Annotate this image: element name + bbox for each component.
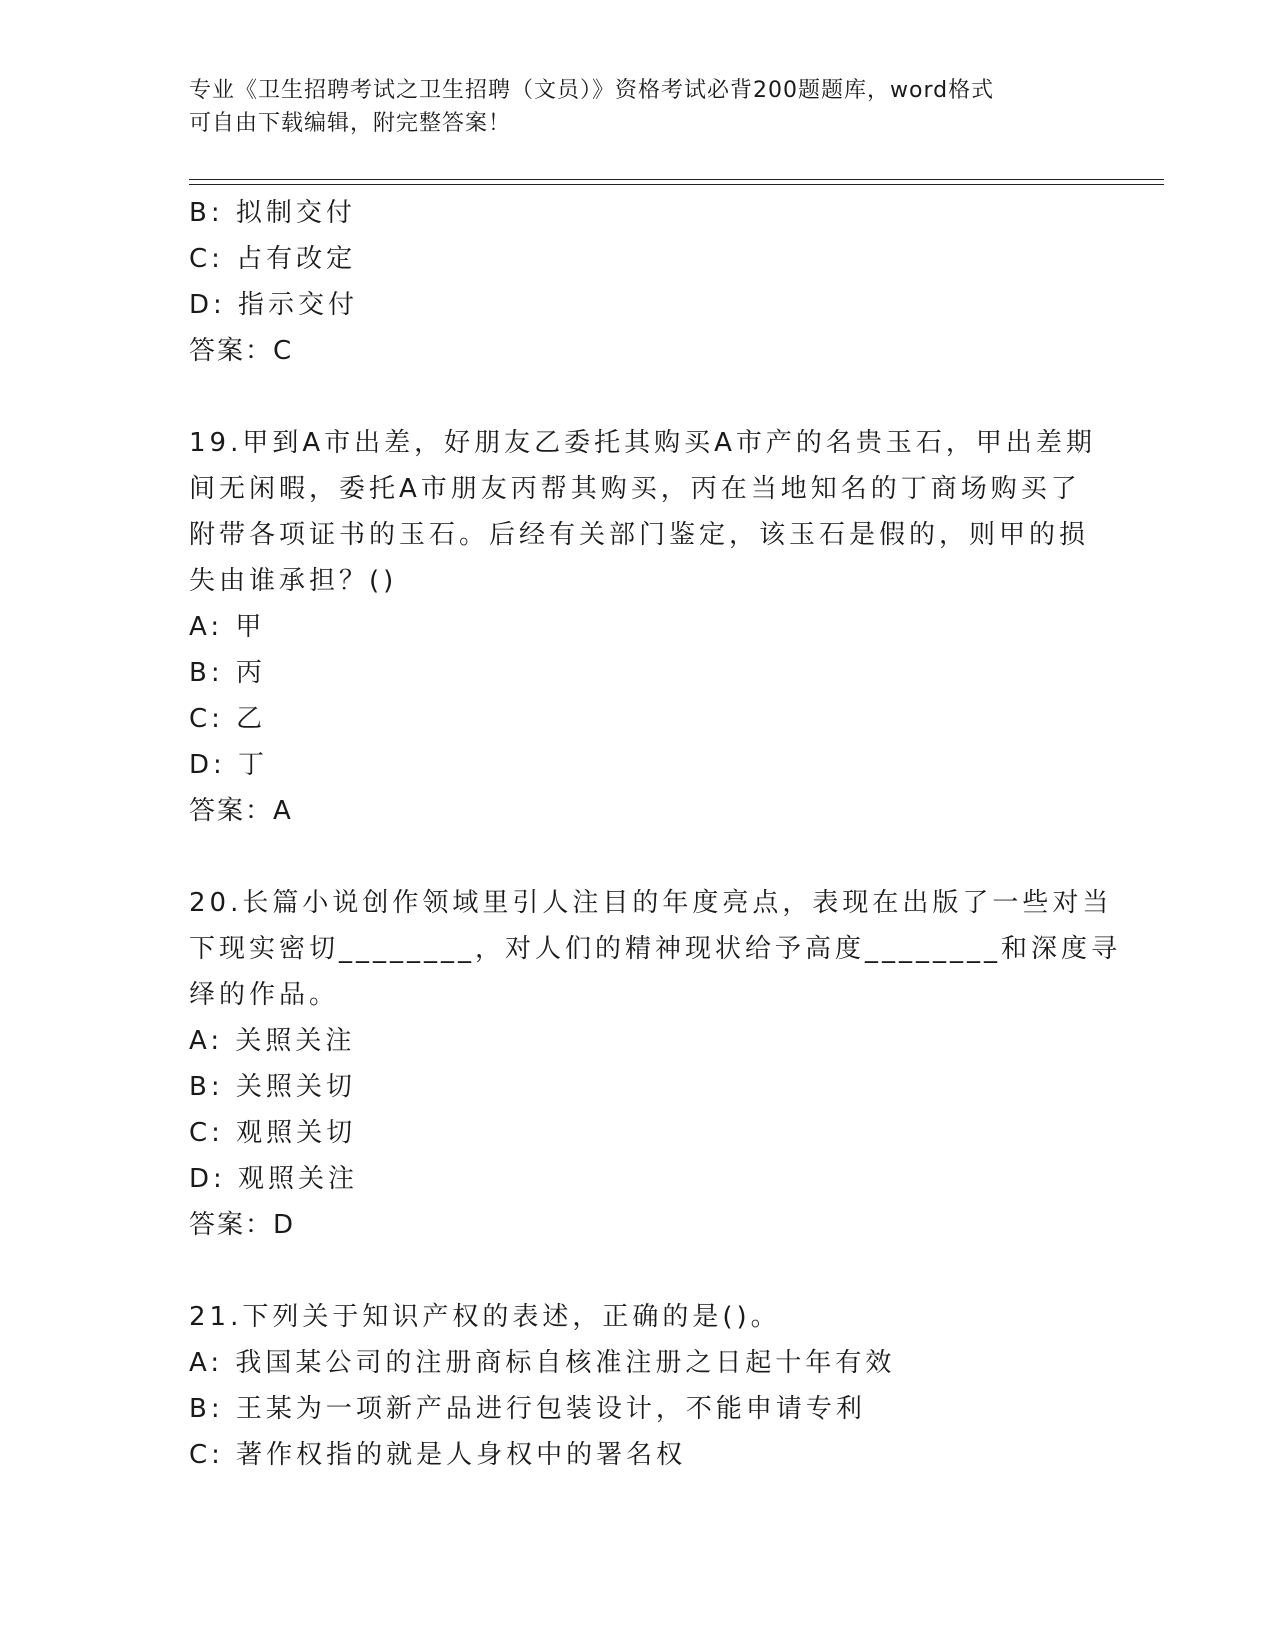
option-c: C: 乙 [189, 704, 267, 734]
spacer [189, 834, 1089, 880]
option-c: C: 著作权指的就是人身权中的署名权 [189, 1440, 687, 1470]
question-text-line: 19.甲到A市出差，好朋友乙委托其购买A市产的名贵玉石，甲出差期 [189, 428, 1096, 458]
header-divider-bottom [189, 184, 1164, 185]
answer: 答案：A [189, 796, 293, 826]
option-b: B: 拟制交付 [189, 198, 356, 228]
question-20 [189, 880, 1122, 1248]
option-c: C: 观照关切 [189, 1118, 357, 1148]
option-d: D: 观照关注 [189, 1164, 359, 1194]
header-line-1: 专业《卫生招聘考试之卫生招聘（文员）》资格考试必背200题题库，word格式 [189, 78, 995, 103]
question-text-line: 20.长篇小说创作领域里引人注目的年度亮点，表现在出版了一些对当 [189, 888, 1113, 918]
question-text-line: 21.下列关于知识产权的表述，正确的是()。 [189, 1302, 781, 1332]
spacer [189, 1248, 1089, 1294]
option-b: B: 王某为一项新产品进行包装设计，不能申请专利 [189, 1394, 866, 1424]
option-b: B: 丙 [189, 658, 266, 688]
question-text-line: 间无闲暇，委托A市朋友丙帮其购买，丙在当地知名的丁商场购买了 [189, 474, 1081, 504]
question-19 [189, 420, 1096, 834]
option-b: B: 关照关切 [189, 1072, 356, 1102]
question-text-line: 绎的作品。 [189, 980, 340, 1010]
question-content [189, 190, 1122, 1478]
question-text-line: 失由谁承担？() [189, 566, 398, 596]
option-a: A: 关照关注 [189, 1026, 356, 1056]
option-d: D: 丁 [189, 750, 269, 780]
option-a: A: 我国某公司的注册商标自核准注册之日起十年有效 [189, 1348, 896, 1378]
spacer [189, 374, 1089, 420]
question-text-line: 下现实密切________，对人们的精神现状给予高度________和深度寻 [189, 934, 1122, 964]
question-18-continuation [189, 190, 1089, 374]
question-21 [189, 1294, 1089, 1478]
question-text-line: 附带各项证书的玉石。后经有关部门鉴定，该玉石是假的，则甲的损 [189, 520, 1090, 550]
option-c: C: 占有改定 [189, 244, 357, 274]
answer: 答案：D [189, 1210, 296, 1240]
option-a: A: 甲 [189, 612, 266, 642]
header-line-2: 可自由下载编辑，附完整答案！ [189, 111, 512, 136]
document-header [189, 74, 1089, 140]
header-divider-top [189, 179, 1164, 180]
option-d: D: 指示交付 [189, 290, 359, 320]
answer: 答案：C [189, 336, 294, 366]
